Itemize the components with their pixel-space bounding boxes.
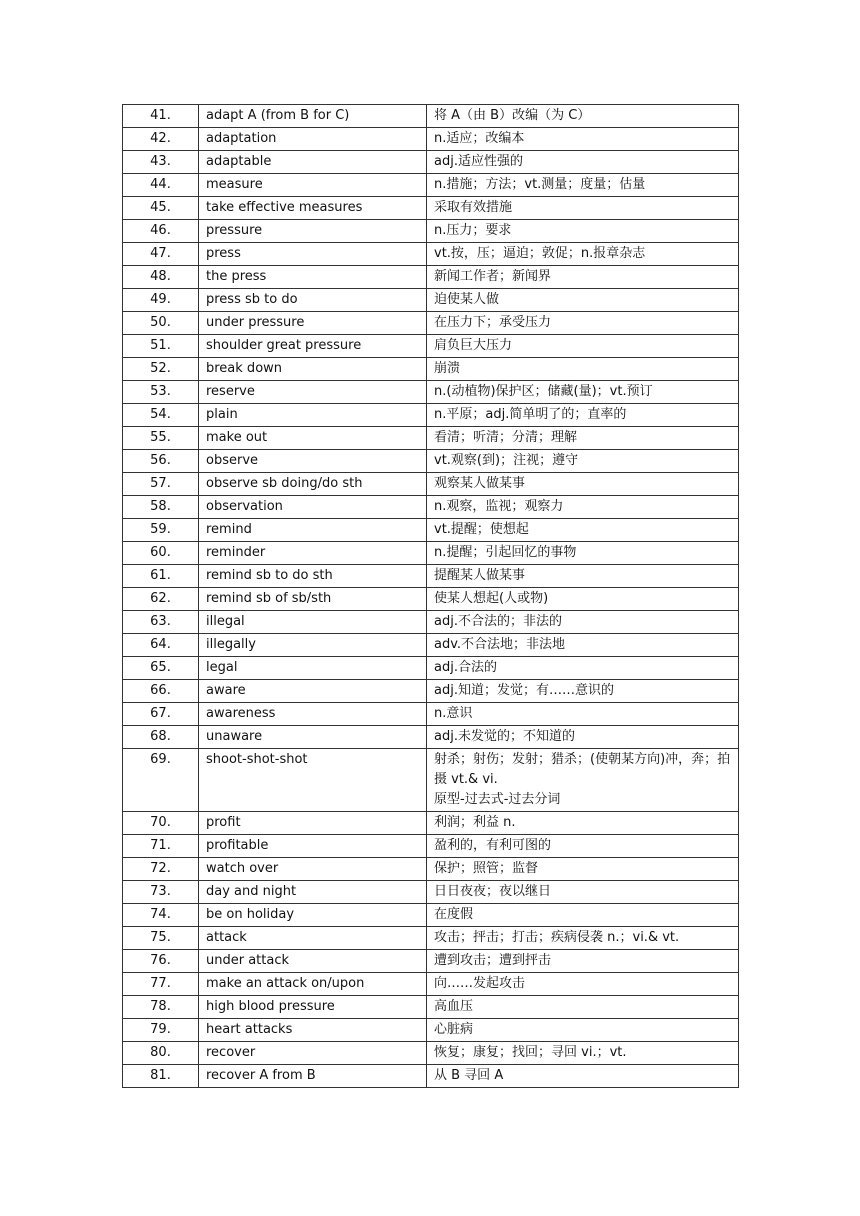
meaning-text: 攻击；抨击；打击；疾病侵袭 n.；vi.& vt. — [434, 930, 680, 945]
meaning-text: n.观察，监视；观察力 — [434, 499, 564, 514]
table-row — [123, 1019, 739, 1042]
row-number: 57. — [123, 473, 199, 496]
english-term: make out — [199, 427, 427, 450]
english-term: be on holiday — [199, 904, 427, 927]
row-number: 65. — [123, 657, 199, 680]
english-term: legal — [199, 657, 427, 680]
chinese-meaning — [427, 634, 739, 657]
row-number: 69. — [123, 749, 199, 812]
chinese-meaning — [427, 519, 739, 542]
meaning-text: n.压力；要求 — [434, 223, 512, 238]
english-term: heart attacks — [199, 1019, 427, 1042]
english-term: under attack — [199, 950, 427, 973]
table-row — [123, 381, 739, 404]
chinese-meaning — [427, 588, 739, 611]
chinese-meaning — [427, 542, 739, 565]
row-number: 47. — [123, 243, 199, 266]
meaning-text: 恢复；康复；找回；寻回 vi.；vt. — [434, 1045, 627, 1060]
table-row — [123, 542, 739, 565]
row-number: 73. — [123, 881, 199, 904]
vocabulary-table — [122, 104, 739, 1088]
chinese-meaning — [427, 1065, 739, 1088]
english-term: pressure — [199, 220, 427, 243]
table-row — [123, 812, 739, 835]
meaning-text: vt.提醒；使想起 — [434, 522, 529, 537]
chinese-meaning — [427, 680, 739, 703]
english-term: profit — [199, 812, 427, 835]
chinese-meaning — [427, 243, 739, 266]
table-row — [123, 335, 739, 358]
chinese-meaning — [427, 174, 739, 197]
table-row — [123, 996, 739, 1019]
row-number: 62. — [123, 588, 199, 611]
english-term: high blood pressure — [199, 996, 427, 1019]
chinese-meaning — [427, 151, 739, 174]
chinese-meaning — [427, 128, 739, 151]
row-number: 53. — [123, 381, 199, 404]
chinese-meaning — [427, 496, 739, 519]
table-row — [123, 473, 739, 496]
row-number: 52. — [123, 358, 199, 381]
row-number: 68. — [123, 726, 199, 749]
chinese-meaning — [427, 703, 739, 726]
table-row — [123, 220, 739, 243]
meaning-text: 使某人想起(人或物) — [434, 591, 549, 606]
row-number: 70. — [123, 812, 199, 835]
table-row — [123, 904, 739, 927]
english-term: remind sb to do sth — [199, 565, 427, 588]
table-row — [123, 174, 739, 197]
table-row — [123, 565, 739, 588]
table-row — [123, 657, 739, 680]
english-term: plain — [199, 404, 427, 427]
table-row — [123, 427, 739, 450]
row-number: 64. — [123, 634, 199, 657]
english-term: break down — [199, 358, 427, 381]
meaning-text: vt.观察(到)；注视；遵守 — [434, 453, 579, 468]
chinese-meaning — [427, 749, 739, 812]
english-term: remind — [199, 519, 427, 542]
meaning-text: 保护；照管；监督 — [434, 861, 539, 876]
english-term: observe sb doing/do sth — [199, 473, 427, 496]
row-number: 60. — [123, 542, 199, 565]
row-number: 49. — [123, 289, 199, 312]
chinese-meaning — [427, 904, 739, 927]
table-row — [123, 950, 739, 973]
table-row — [123, 519, 739, 542]
chinese-meaning — [427, 220, 739, 243]
english-term: profitable — [199, 835, 427, 858]
table-row — [123, 289, 739, 312]
chinese-meaning — [427, 427, 739, 450]
english-term: attack — [199, 927, 427, 950]
row-number: 77. — [123, 973, 199, 996]
meaning-text: 高血压 — [434, 999, 474, 1014]
meaning-text: n.平原；adj.简单明了的；直率的 — [434, 407, 627, 422]
meaning-text: 提醒某人做某事 — [434, 568, 526, 583]
table-row — [123, 726, 739, 749]
meaning-text: 崩溃 — [434, 361, 461, 376]
english-term: take effective measures — [199, 197, 427, 220]
english-term: reserve — [199, 381, 427, 404]
english-term: day and night — [199, 881, 427, 904]
row-number: 51. — [123, 335, 199, 358]
table-row — [123, 128, 739, 151]
english-term: awareness — [199, 703, 427, 726]
chinese-meaning — [427, 726, 739, 749]
row-number: 81. — [123, 1065, 199, 1088]
english-term: shoulder great pressure — [199, 335, 427, 358]
english-term: under pressure — [199, 312, 427, 335]
row-number: 42. — [123, 128, 199, 151]
meaning-text: 遭到攻击；遭到抨击 — [434, 953, 552, 968]
meaning-text: adj.适应性强的 — [434, 154, 523, 169]
meaning-text: 向……发起攻击 — [434, 976, 526, 991]
row-number: 46. — [123, 220, 199, 243]
chinese-meaning — [427, 1019, 739, 1042]
table-row — [123, 1042, 739, 1065]
vocabulary-table-body — [123, 105, 739, 1088]
english-term: unaware — [199, 726, 427, 749]
meaning-text: adj.不合法的；非法的 — [434, 614, 562, 629]
english-term: observation — [199, 496, 427, 519]
chinese-meaning — [427, 611, 739, 634]
english-term: remind sb of sb/sth — [199, 588, 427, 611]
english-term: press — [199, 243, 427, 266]
table-row — [123, 243, 739, 266]
chinese-meaning — [427, 197, 739, 220]
table-row — [123, 835, 739, 858]
chinese-meaning — [427, 835, 739, 858]
table-row — [123, 703, 739, 726]
row-number: 45. — [123, 197, 199, 220]
english-term: aware — [199, 680, 427, 703]
english-term: make an attack on/upon — [199, 973, 427, 996]
english-term: shoot-shot-shot — [199, 749, 427, 812]
meaning-text: n.措施；方法；vt.测量；度量；估量 — [434, 177, 646, 192]
meaning-text: 在压力下；承受压力 — [434, 315, 552, 330]
row-number: 75. — [123, 927, 199, 950]
row-number: 44. — [123, 174, 199, 197]
english-term: adaptation — [199, 128, 427, 151]
chinese-meaning — [427, 996, 739, 1019]
english-term: watch over — [199, 858, 427, 881]
english-term: illegally — [199, 634, 427, 657]
chinese-meaning — [427, 812, 739, 835]
english-term: observe — [199, 450, 427, 473]
english-term: measure — [199, 174, 427, 197]
chinese-meaning — [427, 973, 739, 996]
meaning-text: 新闻工作者；新闻界 — [434, 269, 552, 284]
chinese-meaning — [427, 473, 739, 496]
row-number: 74. — [123, 904, 199, 927]
meaning-text: 采取有效措施 — [434, 200, 513, 215]
chinese-meaning — [427, 858, 739, 881]
meaning-text: 盈利的，有利可图的 — [434, 838, 552, 853]
table-row — [123, 404, 739, 427]
meaning-text: 观察某人做某事 — [434, 476, 526, 491]
table-row — [123, 680, 739, 703]
row-number: 67. — [123, 703, 199, 726]
table-row — [123, 151, 739, 174]
row-number: 54. — [123, 404, 199, 427]
row-number: 63. — [123, 611, 199, 634]
chinese-meaning — [427, 335, 739, 358]
row-number: 78. — [123, 996, 199, 1019]
row-number: 71. — [123, 835, 199, 858]
row-number: 80. — [123, 1042, 199, 1065]
table-row — [123, 105, 739, 128]
meaning-text: 看清；听清；分清；理解 — [434, 430, 578, 445]
table-row — [123, 634, 739, 657]
table-row — [123, 611, 739, 634]
meaning-text: 肩负巨大压力 — [434, 338, 513, 353]
meaning-text: 将 A（由 B）改编（为 C） — [434, 108, 591, 123]
meaning-text: vt.按，压；逼迫；敦促；n.报章杂志 — [434, 246, 646, 261]
table-row — [123, 749, 739, 812]
row-number: 56. — [123, 450, 199, 473]
chinese-meaning — [427, 881, 739, 904]
row-number: 50. — [123, 312, 199, 335]
row-number: 55. — [123, 427, 199, 450]
row-number: 41. — [123, 105, 199, 128]
table-row — [123, 973, 739, 996]
table-row — [123, 588, 739, 611]
table-row — [123, 858, 739, 881]
table-row — [123, 197, 739, 220]
chinese-meaning — [427, 657, 739, 680]
meaning-text: 日日夜夜；夜以继日 — [434, 884, 552, 899]
table-row — [123, 266, 739, 289]
meaning-text: 心脏病 — [434, 1022, 474, 1037]
chinese-meaning — [427, 358, 739, 381]
meaning-text: adj.未发觉的；不知道的 — [434, 729, 575, 744]
row-number: 61. — [123, 565, 199, 588]
english-term: the press — [199, 266, 427, 289]
meaning-text: 利润；利益 n. — [434, 815, 516, 830]
meaning-text: 从 B 寻回 A — [434, 1068, 504, 1083]
english-term: recover — [199, 1042, 427, 1065]
english-term: adaptable — [199, 151, 427, 174]
table-row — [123, 450, 739, 473]
row-number: 72. — [123, 858, 199, 881]
chinese-meaning — [427, 312, 739, 335]
meaning-text: adv.不合法地；非法地 — [434, 637, 566, 652]
meaning-text: 在度假 — [434, 907, 474, 922]
meaning-text: adj.知道；发觉；有……意识的 — [434, 683, 614, 698]
meaning-note: 原型-过去式-过去分词 — [434, 792, 561, 807]
meaning-text: n.适应；改编本 — [434, 131, 525, 146]
meaning-text: 射杀；射伤；发射；猎杀；(使朝某方向)冲，奔；拍摄 vt.& vi. — [434, 752, 731, 787]
row-number: 58. — [123, 496, 199, 519]
english-term: reminder — [199, 542, 427, 565]
row-number: 79. — [123, 1019, 199, 1042]
meaning-text: adj.合法的 — [434, 660, 497, 675]
table-row — [123, 496, 739, 519]
chinese-meaning — [427, 381, 739, 404]
chinese-meaning — [427, 1042, 739, 1065]
meaning-text: n.提醒；引起回忆的事物 — [434, 545, 577, 560]
row-number: 43. — [123, 151, 199, 174]
chinese-meaning — [427, 266, 739, 289]
english-term: illegal — [199, 611, 427, 634]
table-row — [123, 312, 739, 335]
chinese-meaning — [427, 927, 739, 950]
english-term: press sb to do — [199, 289, 427, 312]
meaning-text: n.意识 — [434, 706, 473, 721]
table-row — [123, 1065, 739, 1088]
chinese-meaning — [427, 450, 739, 473]
meaning-text: 迫使某人做 — [434, 292, 500, 307]
chinese-meaning — [427, 289, 739, 312]
table-row — [123, 881, 739, 904]
row-number: 48. — [123, 266, 199, 289]
row-number: 59. — [123, 519, 199, 542]
chinese-meaning — [427, 105, 739, 128]
table-row — [123, 358, 739, 381]
english-term: adapt A (from B for C) — [199, 105, 427, 128]
english-term: recover A from B — [199, 1065, 427, 1088]
meaning-text: n.(动植物)保护区；储藏(量)；vt.预订 — [434, 384, 653, 399]
chinese-meaning — [427, 950, 739, 973]
table-row — [123, 927, 739, 950]
chinese-meaning — [427, 565, 739, 588]
row-number: 76. — [123, 950, 199, 973]
row-number: 66. — [123, 680, 199, 703]
chinese-meaning — [427, 404, 739, 427]
